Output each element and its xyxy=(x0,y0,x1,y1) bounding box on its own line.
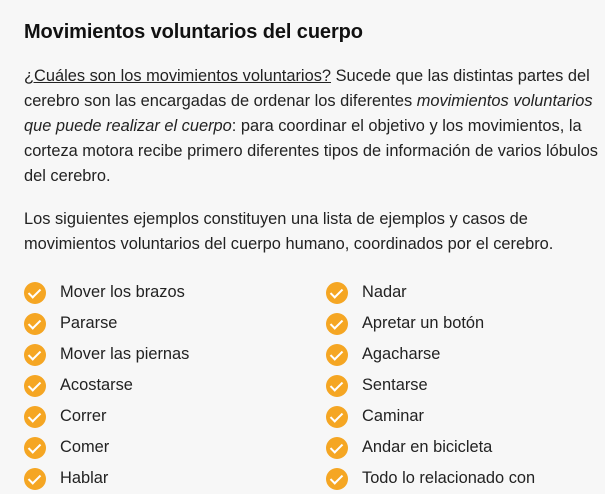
list-item xyxy=(326,277,605,308)
check-circle-icon xyxy=(326,437,348,459)
check-circle-icon xyxy=(24,406,46,428)
examples-list-right xyxy=(326,277,605,494)
check-circle-icon xyxy=(24,468,46,490)
intro-text-a: Sucede que las distintas partes del cerebro son las encargadas de ordenar los diferentes xyxy=(24,67,590,110)
list-item-label: Todo lo relacionado con xyxy=(362,469,536,487)
list-item xyxy=(326,308,605,339)
list-item xyxy=(24,339,326,370)
list-item-label: Nadar xyxy=(362,283,407,301)
list-item-label: Mover las piernas xyxy=(60,345,190,363)
list-item xyxy=(326,370,605,401)
list-item-label: Hablar xyxy=(60,469,109,487)
check-circle-icon xyxy=(326,313,348,335)
list-item-label: Mover los brazos xyxy=(60,283,185,301)
page-title: Movimientos voluntarios del cuerpo xyxy=(24,21,363,43)
list-item xyxy=(24,463,326,494)
intro-italic-text: movimientos voluntarios que puede realizar el cuerpo xyxy=(24,92,593,135)
list-item xyxy=(326,401,605,432)
check-circle-icon xyxy=(326,282,348,304)
check-circle-icon xyxy=(326,375,348,397)
list-item-label: Apretar un botón xyxy=(362,314,485,332)
check-circle-icon xyxy=(326,406,348,428)
check-circle-icon xyxy=(24,313,46,335)
examples-list xyxy=(24,277,605,494)
list-item-label: Correr xyxy=(60,407,107,425)
examples-paragraph: Los siguientes ejemplos constituyen una lista de ejemplos y casos de movimientos voluntarios del cuerpo humano, coordinados por el cerebro. xyxy=(24,210,554,253)
list-item xyxy=(326,432,605,463)
list-item-label: Andar en bicicleta xyxy=(362,438,493,456)
list-item-label: Sentarse xyxy=(362,376,428,394)
list-item xyxy=(24,277,326,308)
check-circle-icon xyxy=(326,468,348,490)
check-circle-icon xyxy=(24,375,46,397)
check-circle-icon xyxy=(24,437,46,459)
article-content xyxy=(24,18,605,494)
list-item-label: Caminar xyxy=(362,407,424,425)
intro-text-b: : para coordinar el objetivo y los movimientos, la corteza motora recibe primero diferentes tipos de información de varios lóbulos del cerebro. xyxy=(24,117,598,185)
list-item xyxy=(326,463,605,494)
intro-paragraph xyxy=(24,64,605,189)
list-item xyxy=(326,339,605,370)
check-circle-icon xyxy=(24,282,46,304)
list-item-label: Agacharse xyxy=(362,345,441,363)
list-item-label: Comer xyxy=(60,438,110,456)
list-item xyxy=(24,432,326,463)
list-item-label: Acostarse xyxy=(60,376,133,394)
check-circle-icon xyxy=(326,344,348,366)
list-item-label: Pararse xyxy=(60,314,118,332)
question-link[interactable]: ¿Cuáles son los movimientos voluntarios? xyxy=(24,67,332,85)
list-item xyxy=(24,370,326,401)
check-circle-icon xyxy=(24,344,46,366)
examples-list-left xyxy=(24,277,326,494)
list-item xyxy=(24,308,326,339)
list-item xyxy=(24,401,326,432)
